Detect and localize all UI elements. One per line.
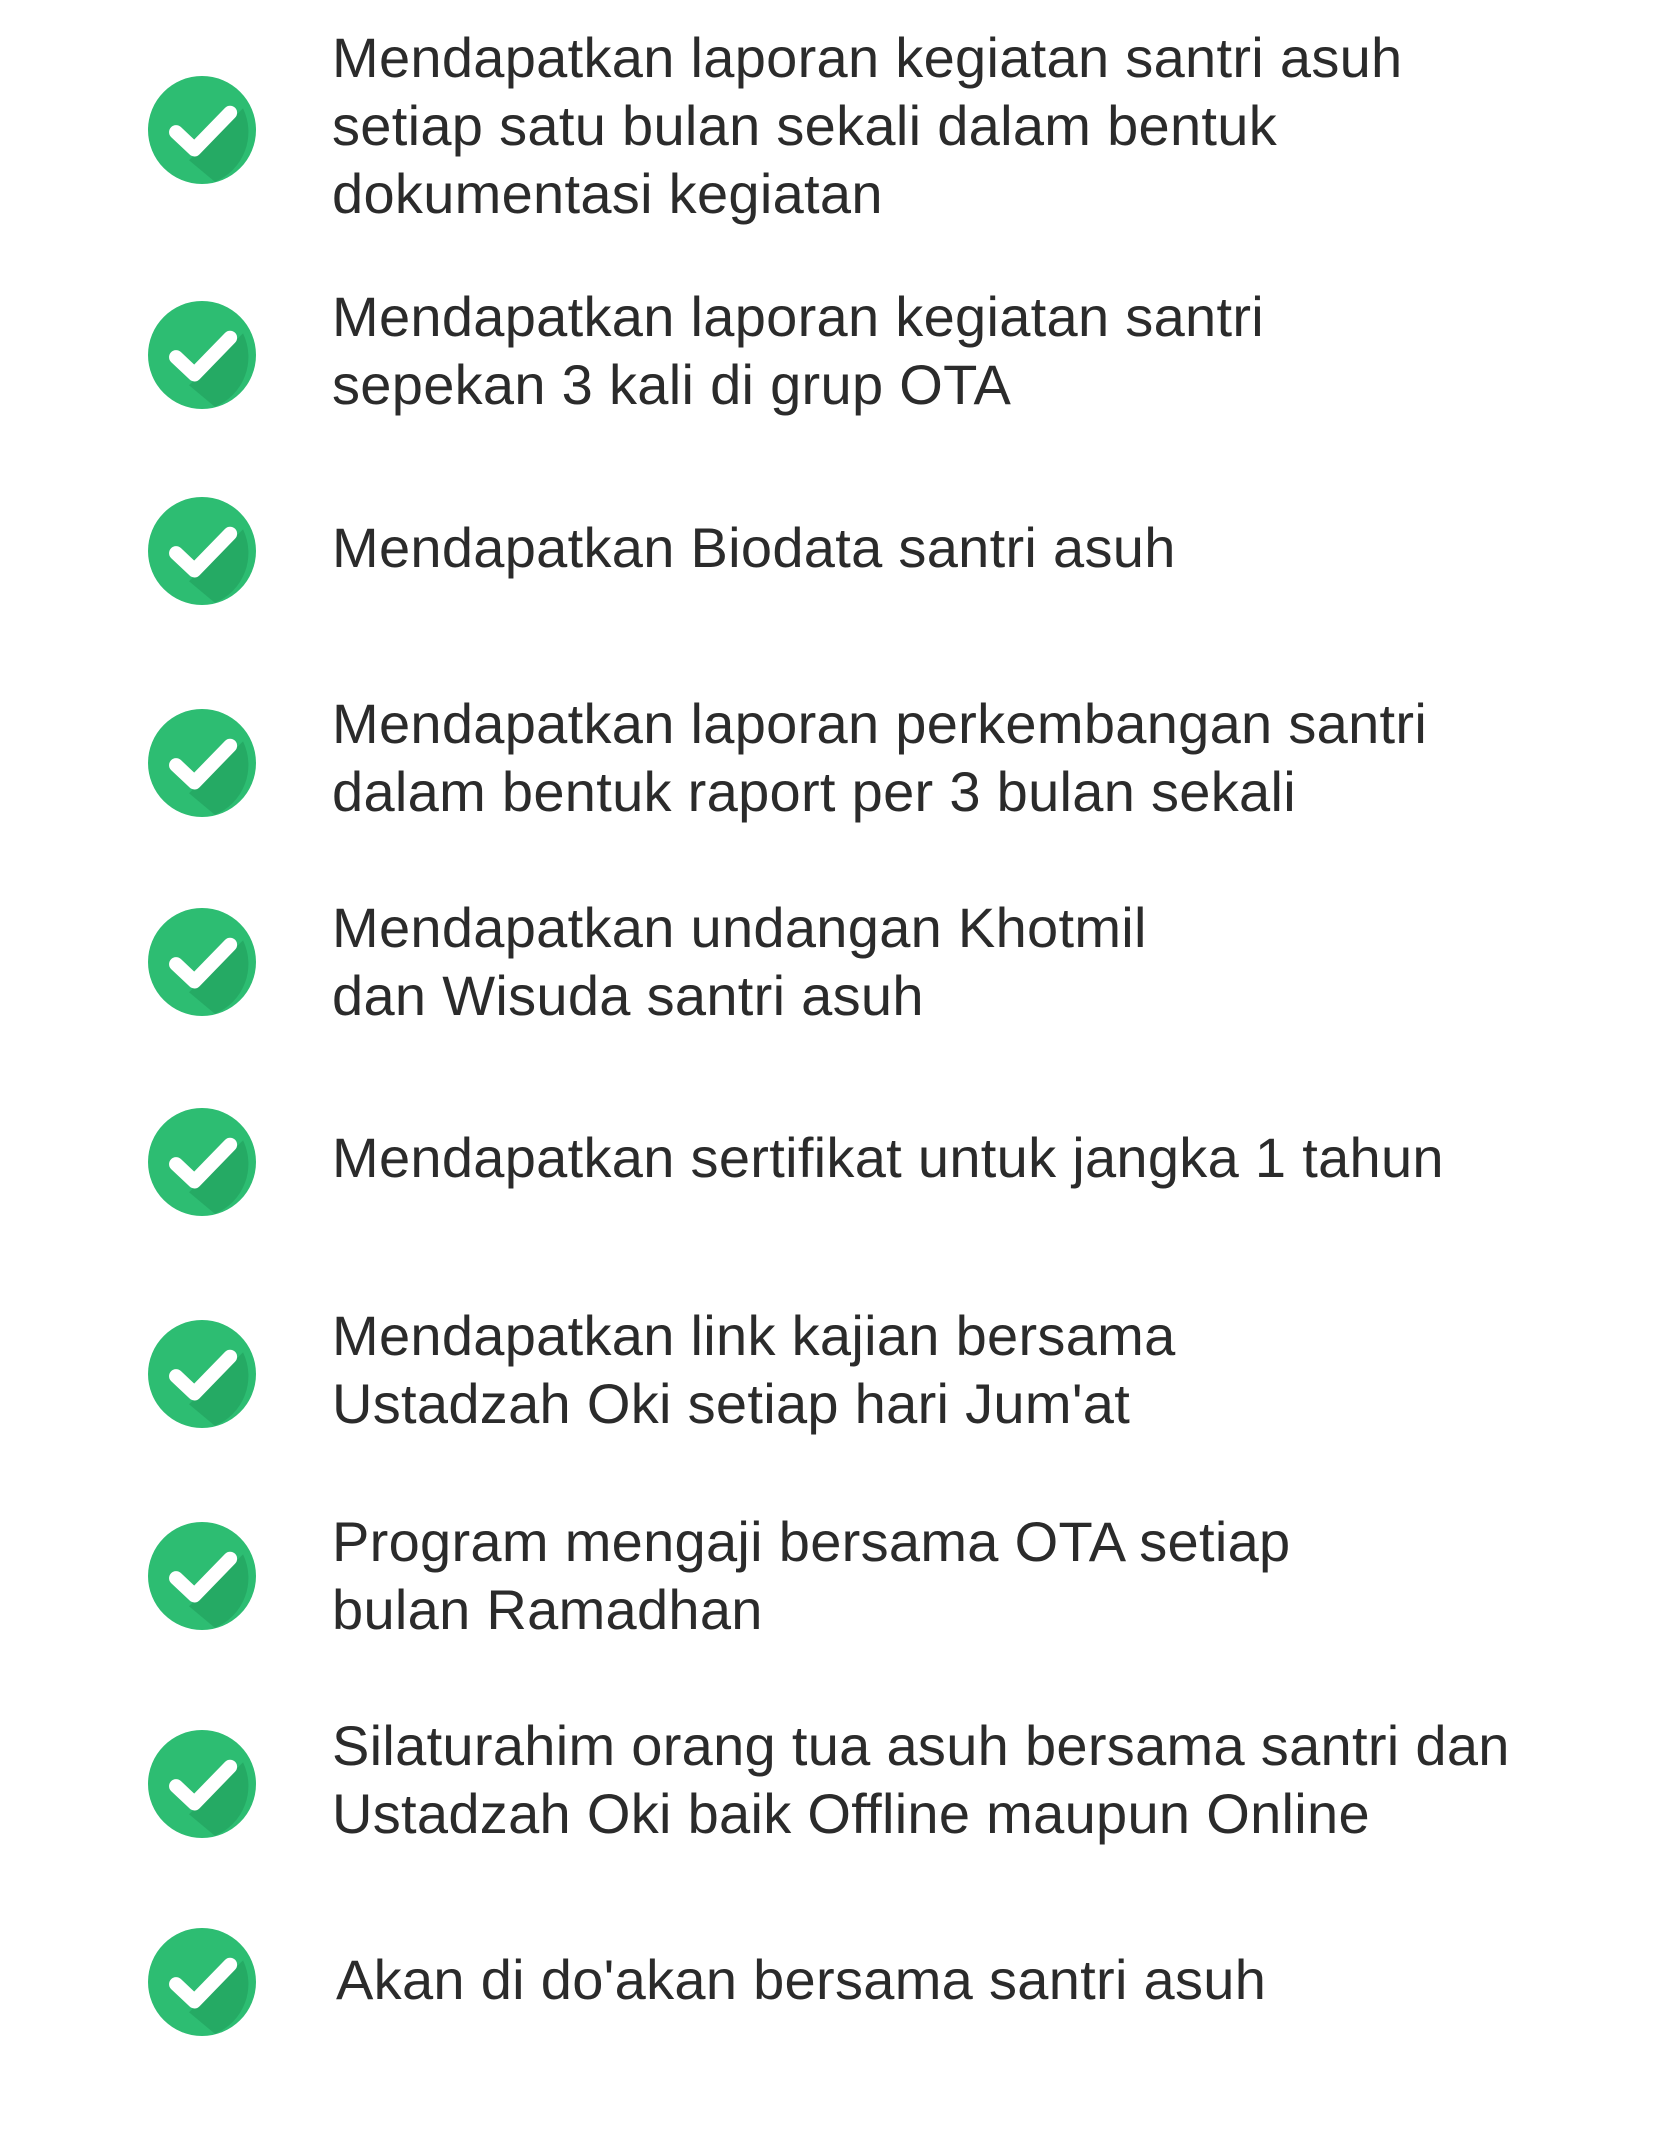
benefit-text bbox=[332, 894, 1632, 1030]
benefit-text bbox=[332, 283, 1632, 419]
check-circle-icon bbox=[148, 301, 256, 409]
check-circle-icon bbox=[148, 1320, 256, 1428]
check-circle-icon bbox=[148, 908, 256, 1016]
benefit-text-line: setiap satu bulan sekali dalam bentuk bbox=[332, 94, 1278, 157]
check-circle-icon bbox=[148, 709, 256, 817]
check-circle-icon bbox=[148, 1928, 256, 2036]
benefit-text-line: Mendapatkan link kajian bersama bbox=[332, 1304, 1176, 1367]
benefit-text-line: dan Wisuda santri asuh bbox=[332, 964, 924, 1027]
benefit-text bbox=[336, 1946, 1636, 2014]
benefit-text-line: dokumentasi kegiatan bbox=[332, 162, 883, 225]
benefit-text-line: Mendapatkan sertifikat untuk jangka 1 tahun bbox=[332, 1126, 1444, 1189]
benefit-text-line: Mendapatkan laporan kegiatan santri bbox=[332, 285, 1265, 348]
benefit-text bbox=[332, 514, 1632, 582]
benefit-text-line: Akan di do'akan bersama santri asuh bbox=[336, 1948, 1267, 2011]
benefit-text-line: Mendapatkan laporan kegiatan santri asuh bbox=[332, 26, 1403, 89]
benefit-text bbox=[332, 690, 1632, 826]
benefit-text-line: Ustadzah Oki baik Offline maupun Online bbox=[332, 1782, 1370, 1845]
benefit-text-line: dalam bentuk raport per 3 bulan sekali bbox=[332, 760, 1296, 823]
benefit-text bbox=[332, 24, 1632, 228]
benefit-text-line: sepekan 3 kali di grup OTA bbox=[332, 353, 1012, 416]
benefit-text bbox=[332, 1508, 1632, 1644]
benefit-text bbox=[332, 1124, 1632, 1192]
benefit-text-line: Program mengaji bersama OTA setiap bbox=[332, 1510, 1291, 1573]
benefit-text bbox=[332, 1302, 1632, 1438]
benefit-text-line: Mendapatkan laporan perkembangan santri bbox=[332, 692, 1428, 755]
benefit-text-line: Mendapatkan Biodata santri asuh bbox=[332, 516, 1176, 579]
benefit-text-line: bulan Ramadhan bbox=[332, 1578, 763, 1641]
benefit-text bbox=[332, 1712, 1632, 1848]
benefit-text-line: Mendapatkan undangan Khotmil bbox=[332, 896, 1147, 959]
check-circle-icon bbox=[148, 1522, 256, 1630]
benefit-text-line: Silaturahim orang tua asuh bersama santri dan bbox=[332, 1714, 1510, 1777]
check-circle-icon bbox=[148, 1108, 256, 1216]
check-circle-icon bbox=[148, 1730, 256, 1838]
check-circle-icon bbox=[148, 497, 256, 605]
check-circle-icon bbox=[148, 76, 256, 184]
benefit-text-line: Ustadzah Oki setiap hari Jum'at bbox=[332, 1372, 1131, 1435]
